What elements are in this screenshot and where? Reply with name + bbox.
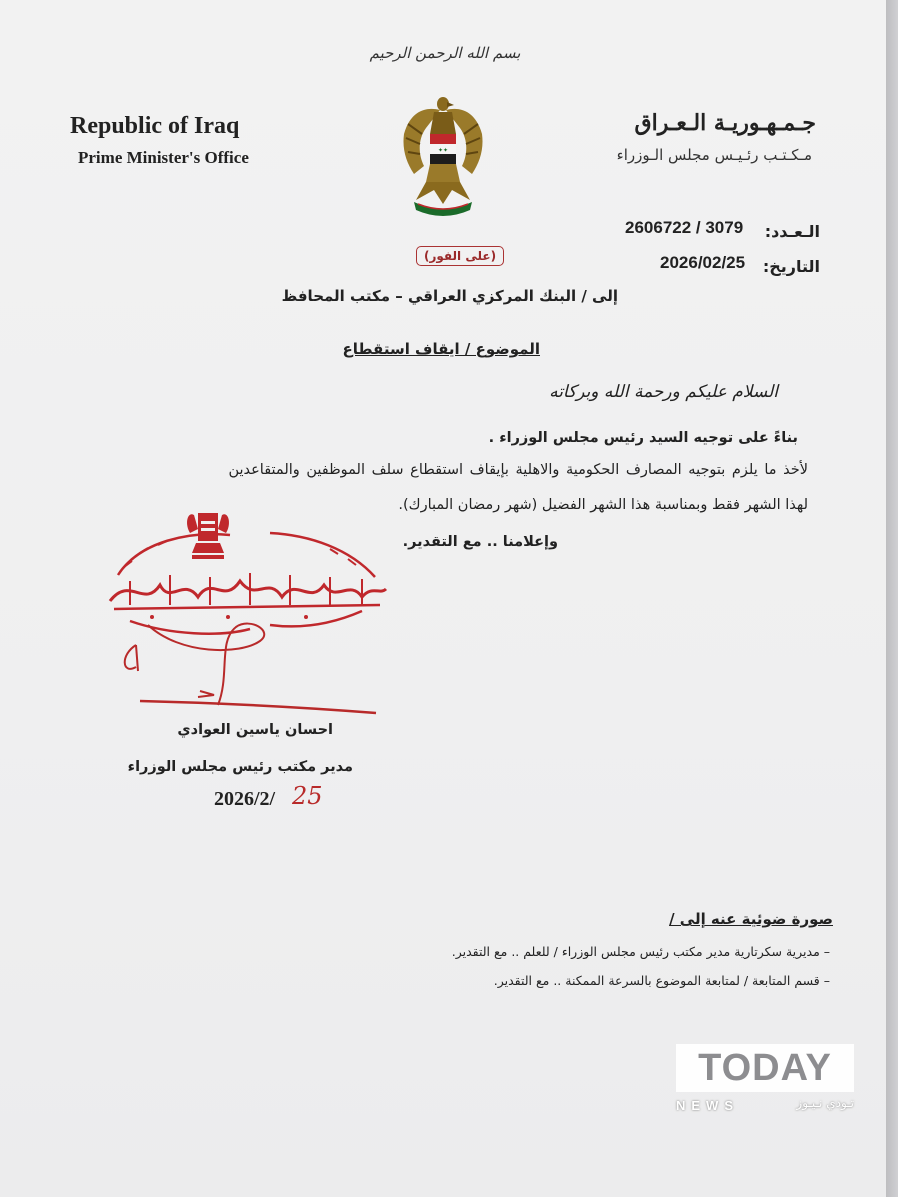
body-line-2: لأخذ ما يلزم بتوجيه المصارف الحكومية والاهلية بإيقاف استقطاع سلف الموظفين والمتقاعدين	[228, 462, 808, 478]
watermark-sub-english: NEWS	[676, 1098, 739, 1113]
official-red-stamp	[100, 505, 390, 735]
watermark-brand: TODAY	[698, 1047, 832, 1089]
arabic-letterhead-subtitle: مـكـتـب رئـيـس مجلس الـوزراء	[616, 146, 812, 164]
arabic-letterhead-title: جـمـهـوريـة الـعـراق	[634, 110, 816, 136]
copies-item-1: – مديرية سكرتارية مدير مكتب رئيس مجلس الوزراء / للعلم .. مع التقدير.	[451, 944, 830, 959]
basmala-calligraphy: بسم الله الرحمن الرحيم	[369, 44, 521, 62]
signature-date-printed: 2026/2/	[214, 788, 276, 810]
signatory-title: مدير مكتب رئيس مجلس الوزراء	[127, 759, 353, 775]
date-label: التاريخ:	[762, 257, 820, 276]
watermark-sub-arabic: تـودي نـيـوز	[796, 1096, 854, 1110]
signatory-name: احسان ياسين العوادي	[177, 722, 333, 738]
copies-item-2: – قسم المتابعة / لمتابعة الموضوع بالسرعة الممكنة .. مع التقدير.	[493, 973, 830, 988]
copies-title: صورة ضوئية عنه إلى /	[669, 910, 833, 928]
page-edge-shadow	[886, 0, 898, 1197]
greeting-line: السلام عليكم ورحمة الله وبركاته	[549, 382, 778, 402]
subject-line: الموضوع / ايقاف استقطاع	[342, 340, 540, 358]
signature-date-handwritten: 25	[292, 782, 323, 810]
urgent-stamp: (على الفور)	[416, 246, 504, 266]
english-letterhead-title: Republic of Iraq	[70, 113, 240, 139]
today-news-watermark	[676, 1044, 854, 1116]
body-line-3: لهذا الشهر فقط وبمناسبة هذا الشهر الفضيل (شهر رمضان المبارك).	[398, 497, 808, 513]
date-value: 2026/02/25	[660, 253, 746, 272]
number-value: 2606722 / 3079	[625, 218, 744, 237]
english-letterhead-subtitle: Prime Minister's Office	[78, 148, 249, 167]
number-label: الـعـدد:	[764, 222, 820, 241]
body-line-1: بناءً على توجيه السيد رئيس مجلس الوزراء .	[488, 430, 798, 446]
recipient-line: إلى / البنك المركزي العراقي – مكتب المحافظ	[281, 287, 618, 305]
body-line-4: وإعلامنا .. مع التقدير.	[402, 534, 558, 550]
svg-text:✦✦: ✦✦	[437, 147, 449, 154]
iraq-eagle-emblem-icon	[400, 94, 486, 218]
